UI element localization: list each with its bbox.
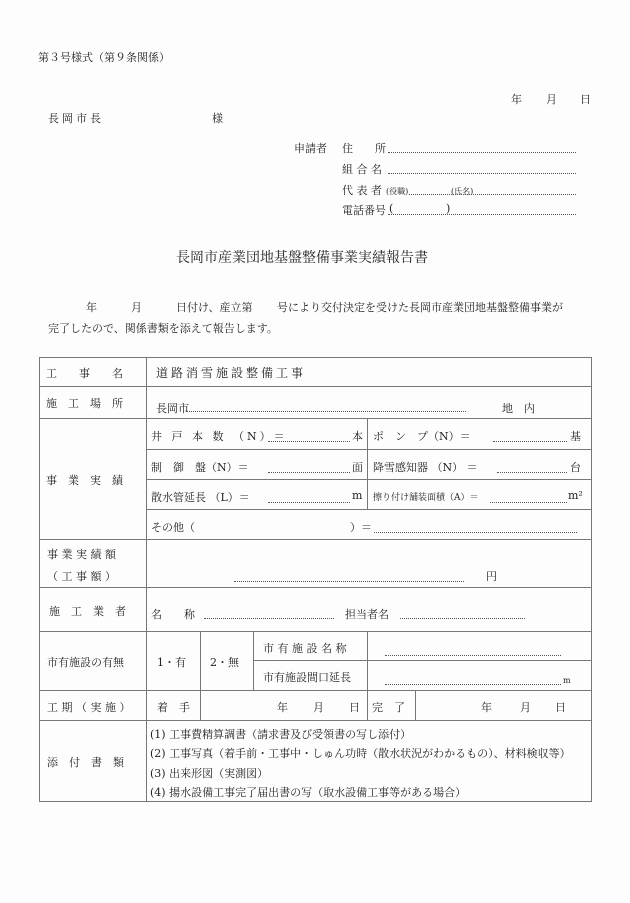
site-suffix: 地 内 — [502, 402, 535, 415]
wells-field[interactable] — [268, 441, 350, 442]
pipe-length-field[interactable] — [268, 502, 350, 503]
control-panel-label: 制 御 盤（N）＝ — [151, 461, 249, 474]
address-field[interactable] — [388, 152, 576, 153]
start-year[interactable]: 年 — [277, 701, 288, 714]
other-label: その他（ — [151, 521, 195, 534]
body-num-rest: 号により交付決定を受けた長岡市産業団地基盤整備事業が — [277, 301, 563, 314]
rep-name-label: (氏名) — [451, 187, 474, 196]
representative-label: 代 表 者 — [342, 184, 382, 197]
start-day[interactable]: 日 — [349, 701, 360, 714]
phone-open-paren: ( — [389, 202, 394, 215]
applicant-label: 申請者 — [294, 142, 327, 155]
date-month-label: 月 — [546, 93, 557, 106]
site-field[interactable] — [186, 411, 466, 412]
control-panel-field[interactable] — [268, 472, 350, 473]
facility-label: 市有施設の有無 — [47, 656, 124, 669]
end-month[interactable]: 月 — [520, 701, 531, 714]
results-label: 事 業 実 績 — [46, 474, 123, 487]
facility-option-no[interactable]: 2・無 — [210, 656, 239, 669]
end-day[interactable]: 日 — [555, 701, 566, 714]
other-close: ）＝ — [350, 521, 372, 534]
start-label: 着 手 — [157, 701, 190, 714]
attachment-item: (3) 出来形図（実測図） — [150, 767, 269, 780]
amount-field[interactable] — [234, 581, 464, 582]
contractor-name-label: 名 称 — [151, 608, 195, 621]
paving-area-unit: m² — [568, 489, 583, 502]
wells-unit: 本 — [352, 430, 363, 443]
paving-area-label: 擦り付け舗装面積（A）＝ — [373, 493, 479, 503]
facility-name-label: 市 有 施 設 名 称 — [263, 642, 347, 655]
date-day-label: 日 — [580, 93, 591, 106]
project-name-label: 工 事 名 — [46, 367, 123, 380]
snow-sensor-field[interactable] — [497, 472, 567, 473]
rep-title-label: (役職) — [386, 187, 409, 196]
contractor-person-label: 担当者名 — [345, 608, 389, 621]
attachment-item: (4) 揚水設備工事完了届出書の写（取水設備工事等がある場合） — [150, 786, 467, 799]
union-label: 組 合 名 — [342, 163, 382, 176]
period-label: 工 期 （ 実 施 ） — [47, 701, 131, 714]
phone-field[interactable] — [388, 214, 576, 215]
addressee-name: 長岡市長 — [48, 112, 104, 125]
wells-label: 井 戸 本 数 （N）＝ — [151, 430, 288, 443]
contractor-name-field[interactable] — [204, 618, 334, 619]
start-month[interactable]: 月 — [313, 701, 324, 714]
attachment-item: (2) 工事写真（着手前・工事中・しゅん功時（散水状況がわかるもの）、材料検収等） — [150, 747, 571, 760]
snow-sensor-unit: 台 — [570, 461, 581, 474]
amount-label-1: 事 業 実 績 額 — [47, 548, 116, 561]
pump-label: ポ ン プ（N）＝ — [373, 430, 471, 443]
body-month: 月 — [131, 301, 142, 314]
pipe-length-label: 散水管延長 （L）＝ — [151, 491, 250, 504]
project-name-value[interactable]: 道路消雪施設整備工事 — [156, 366, 307, 380]
page-title: 長岡市産業団地基盤整備事業実績報告書 — [176, 250, 428, 266]
site-prefix: 長岡市 — [156, 402, 189, 415]
form-number: 第３号様式（第９条関係） — [38, 51, 170, 64]
pump-field[interactable] — [493, 441, 567, 442]
phone-label: 電話番号 — [342, 204, 386, 217]
amount-unit: 円 — [486, 570, 497, 583]
paving-area-field[interactable] — [490, 502, 567, 503]
union-name-field[interactable] — [388, 173, 576, 174]
end-label: 完 了 — [372, 701, 405, 714]
addressee-honorific: 様 — [212, 112, 223, 125]
pipe-length-unit: m — [352, 489, 363, 502]
attachment-item: (1) 工事費精算調書（請求書及び受領書の写し添付） — [150, 728, 412, 741]
body-day-rest: 日付け、産立第 — [176, 301, 253, 314]
contractor-label: 施 工 業 者 — [49, 605, 126, 618]
attachments-label: 添 付 書 類 — [47, 756, 124, 769]
date-year-label: 年 — [511, 93, 522, 106]
facility-name-field[interactable] — [385, 655, 561, 656]
contractor-person-field[interactable] — [400, 618, 525, 619]
facility-length-unit: m — [563, 676, 571, 685]
control-panel-unit: 面 — [352, 461, 363, 474]
facility-length-field[interactable] — [385, 684, 561, 685]
facility-length-label: 市有施設間口延長 — [263, 671, 351, 684]
body-line2: 完了したので、関係書類を添えて報告します。 — [48, 322, 278, 335]
phone-close-paren: ) — [446, 202, 451, 215]
snow-sensor-label: 降雪感知器 （N） ＝ — [373, 461, 478, 474]
other-field[interactable] — [374, 532, 577, 533]
amount-label-2: （ 工 事 額 ） — [47, 570, 116, 583]
body-year: 年 — [86, 301, 97, 314]
address-label: 住 所 — [342, 142, 386, 155]
site-label: 施 工 場 所 — [46, 397, 123, 410]
representative-field[interactable] — [409, 194, 576, 195]
facility-option-yes[interactable]: 1・有 — [157, 656, 186, 669]
end-year[interactable]: 年 — [481, 701, 492, 714]
pump-unit: 基 — [570, 430, 581, 443]
